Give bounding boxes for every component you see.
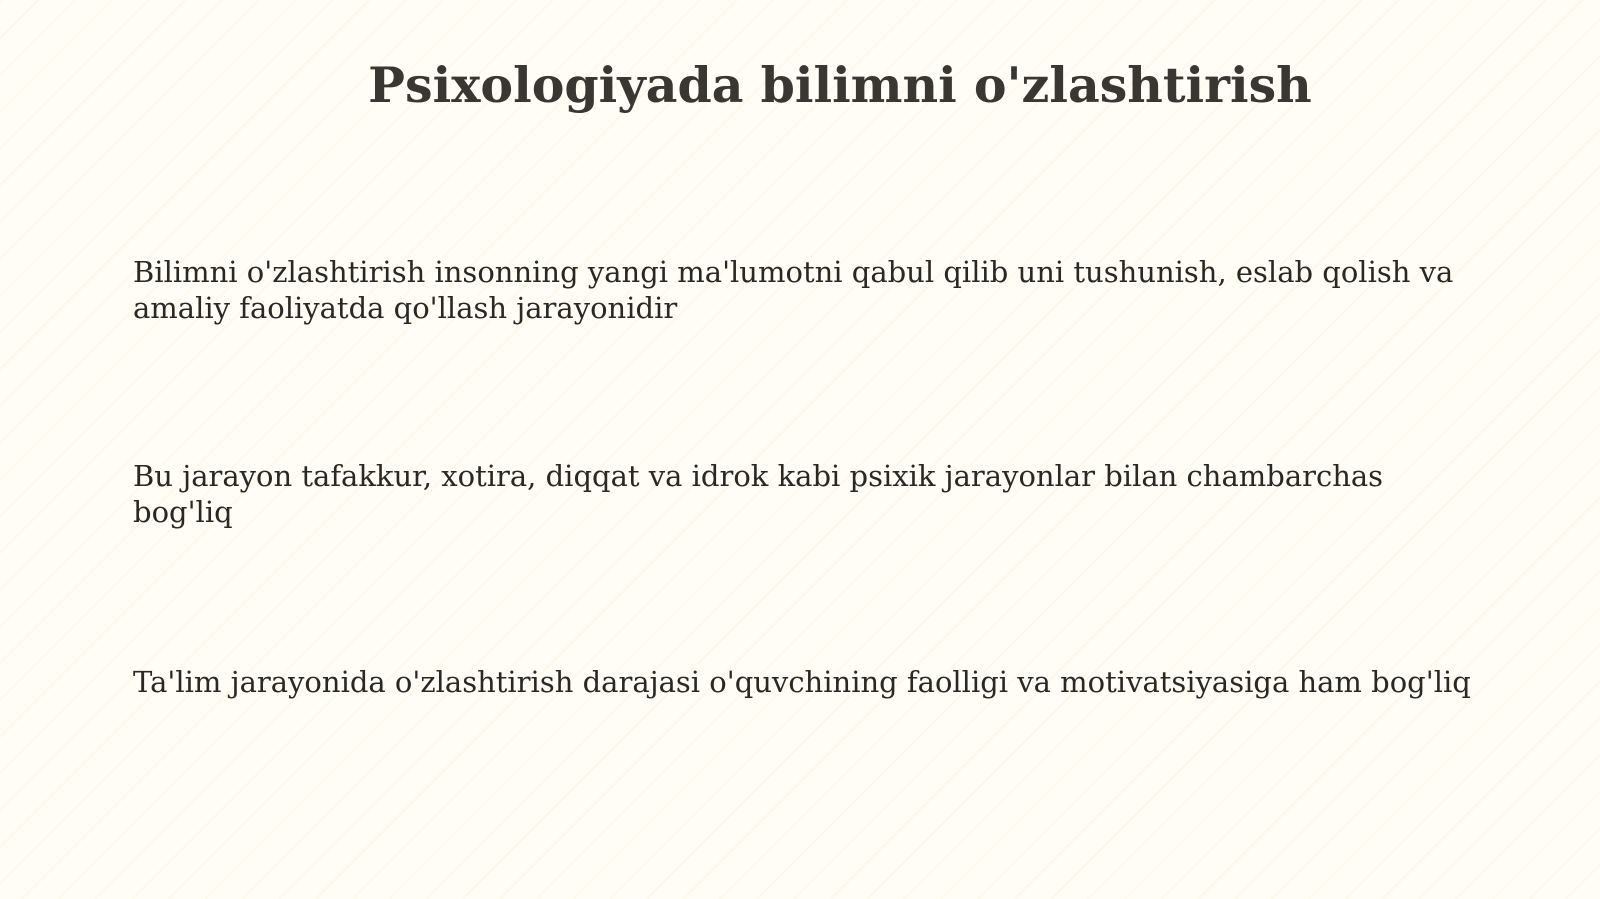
slide-title: Psixologiyada bilimni o'zlashtirish bbox=[368, 56, 1312, 114]
paragraph-definition: Bilimni o'zlashtirish insonning yangi ma'lumotni qabul qilib uni tushunish, eslab qolish va amaliy faoliyatda qo'llash jarayonidir bbox=[133, 255, 1454, 325]
paragraph-related-processes: Bu jarayon tafakkur, xotira, diqqat va idrok kabi psixik jarayonlar bilan chambarchas bog'liq bbox=[133, 459, 1384, 529]
paragraph-learning-factors: Ta'lim jarayonida o'zlashtirish darajasi o'quvchining faolligi va motivatsiyasiga ham bog'liq bbox=[133, 665, 1471, 699]
